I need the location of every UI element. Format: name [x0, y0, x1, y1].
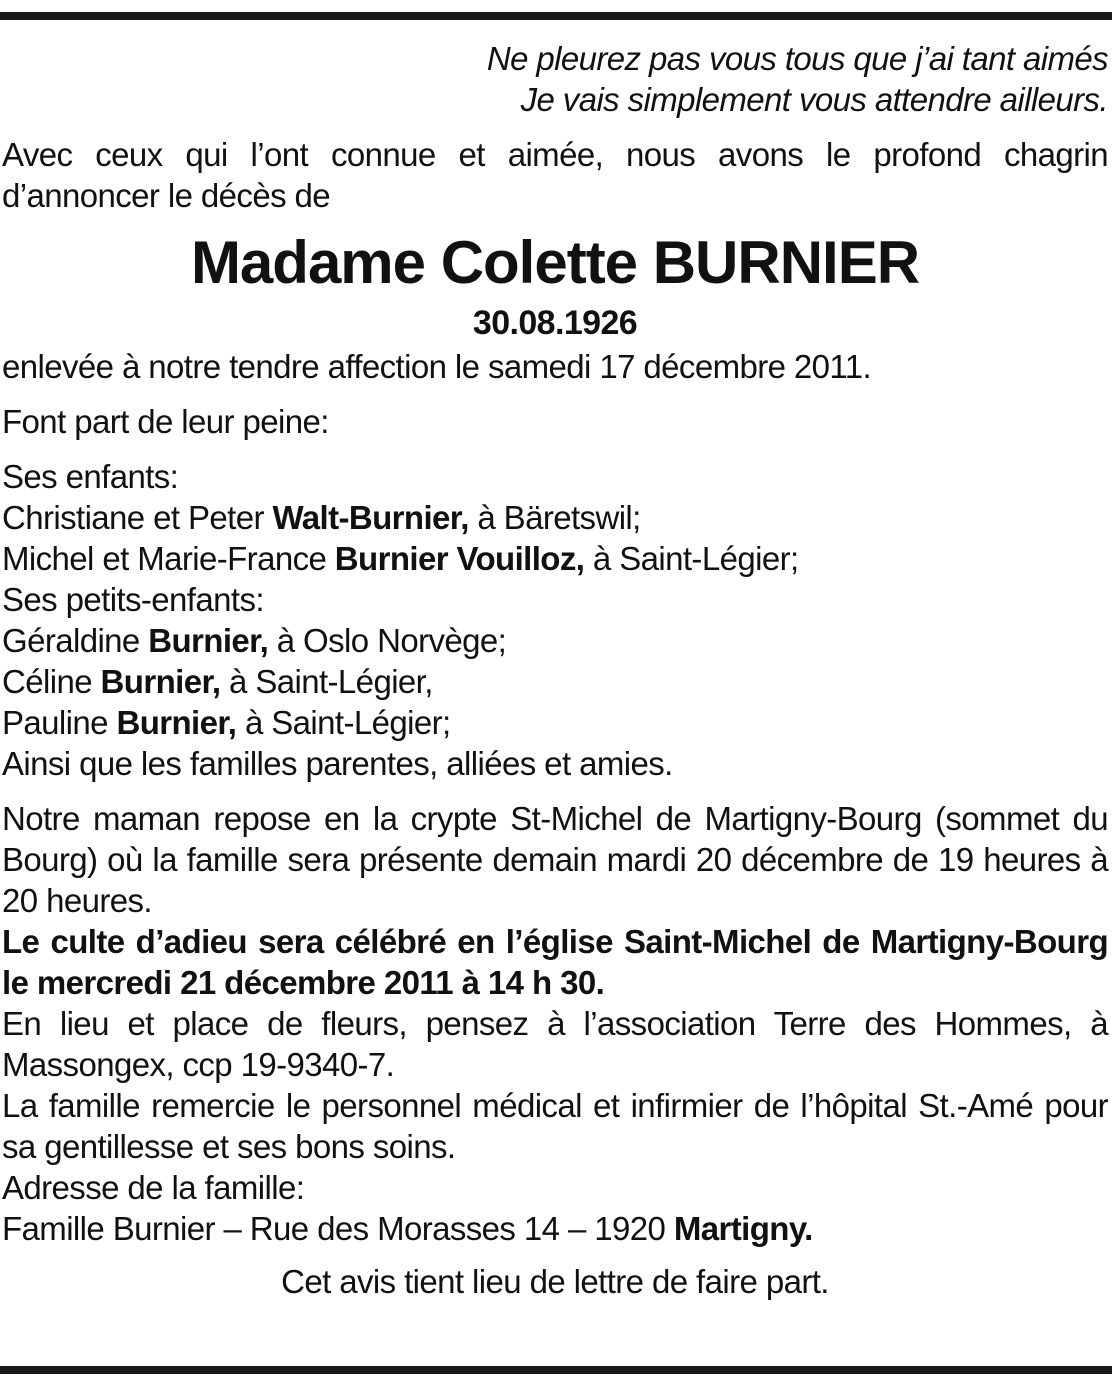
verse-line-2: Je vais simplement vous attendre ailleurs.: [520, 81, 1108, 118]
service-info: [2, 921, 1108, 1003]
family-member-row: [2, 620, 1108, 661]
grandchildren-heading: Ses petits-enfants:: [2, 581, 264, 618]
member-given-names: Céline: [2, 663, 101, 700]
member-surname: Burnier,: [100, 663, 221, 700]
repose-info: Notre maman repose en la crypte St-Michel de Martigny-Bourg (sommet du Bourg) où la famille sera présente demain mardi 20 décembre de 19 heures à 20 heures.: [2, 800, 1108, 919]
birth-date: 30.08.1926: [472, 304, 638, 342]
top-rule: [0, 12, 1112, 20]
extended-family-line: Ainsi que les familles parentes, alliées et amies.: [2, 745, 673, 782]
member-place: à Bäretswil;: [468, 499, 641, 536]
member-place: à Saint-Légier;: [236, 704, 451, 741]
member-place: à Oslo Norvège;: [268, 622, 507, 659]
verse-line-1: Ne pleurez pas vous tous que j’ai tant aimés: [486, 40, 1108, 77]
deceased-name: Madame Colette BURNIER: [190, 229, 920, 296]
family-member-row: [2, 661, 1108, 702]
service-text: Le culte d’adieu sera célébré en l’église Saint-Michel de Martigny-Bourg le mercredi 21 décembre 2011 à 14 h 30.: [2, 923, 1108, 1001]
children-heading: Ses enfants:: [2, 458, 179, 495]
member-surname: Burnier,: [116, 704, 237, 741]
member-place: à Saint-Légier;: [584, 540, 799, 577]
member-surname: Walt-Burnier,: [272, 499, 469, 536]
bottom-rule: [0, 1366, 1112, 1374]
thanks-info: La famille remercie le personnel médical et infirmier de l’hôpital St.-Amé pour sa gentillesse et ses bons soins.: [2, 1087, 1108, 1165]
member-place: à Saint-Légier,: [220, 663, 433, 700]
notice-body: [2, 38, 1108, 1302]
member-surname: Burnier Vouilloz,: [334, 540, 585, 577]
donation-info: En lieu et place de fleurs, pensez à l’association Terre des Hommes, à Massongex, ccp 19-9340-7.: [2, 1005, 1108, 1083]
closing-note: Cet avis tient lieu de lettre de faire part.: [281, 1263, 829, 1300]
death-announcement: enlevée à notre tendre affection le samedi 17 décembre 2011.: [2, 348, 872, 385]
epigraph-verse: [2, 38, 1108, 120]
family-member-row: [2, 497, 1108, 538]
address-street: Famille Burnier – Rue des Morasses 14 – 1920: [2, 1210, 674, 1247]
intro-text: Avec ceux qui l’ont connue et aimée, nous avons le profond chagrin d’annoncer le décès de: [2, 136, 1108, 214]
family-member-row: [2, 538, 1108, 579]
share-grief-heading: Font part de leur peine:: [2, 403, 329, 440]
family-member-row: [2, 702, 1108, 743]
member-given-names: Christiane et Peter: [2, 499, 273, 536]
address-heading: Adresse de la famille:: [2, 1169, 305, 1206]
member-given-names: Pauline: [2, 704, 117, 741]
member-surname: Burnier,: [148, 622, 269, 659]
member-given-names: Géraldine: [2, 622, 149, 659]
family-address: [2, 1208, 1108, 1249]
address-city: Martigny.: [673, 1210, 813, 1247]
family-list: [2, 456, 1108, 784]
member-given-names: Michel et Marie-France: [2, 540, 335, 577]
